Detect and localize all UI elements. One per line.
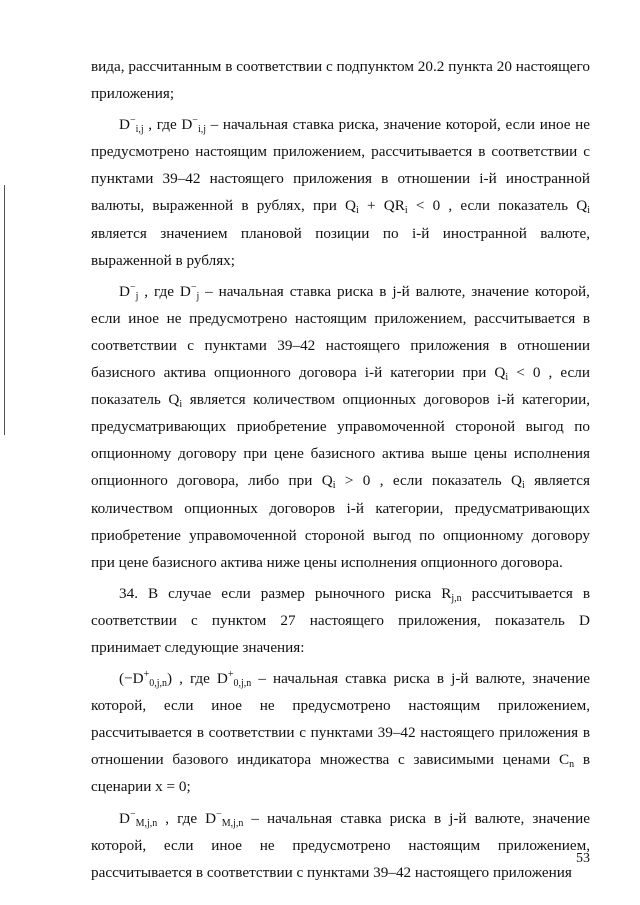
paragraph-2: $D^-_{i,j}$ , где $D^-_{i,j}$ – начальная ставка риска, значение которой, если иное не предусмотрено настоящим приложением, рассчитывается в соответствии с пунктами 39–42 настоящего приложения в отношении i-й иностранной валюты, выраженной в рублях, при $Q_i + QR_i < 0$ , если показатель $Q_i$ является значением плановой позиции по i-й иностранной валюте, выраженной в рублях; [91,115,590,269]
paragraph-1: вида, рассчитанным в соответствии с подпунктом 20.2 пункта 20 настоящего приложения; [91,58,590,103]
page-number: 53 [576,851,590,866]
document-body [91,53,590,890]
margin-mark [4,185,5,435]
paragraph-3: $D^-_j$ , где $D^-_j$ – начальная ставка риска в j-й валюте, значение которой, если иное не предусмотрено настоящим приложением, рассчитывается в соответствии с пунктами 39–42 настоящего приложения в отношении базисного актива опционного договора i-й категории при $Q_i < 0$ , если показатель $Q_i$ является количеством опционных договоров i-й категории, предусматривающих приобретение управомоченной стороной выгод по опционному договору при цене базисного актива выше цены исполнения опционного договора, либо при $Q_i > 0$ , если показатель $Q_i$ является количеством опционных договоров i-й категории, предусматривающих приобретение управомоченной стороной выгод по опционному договору при цене базисного актива ниже цены исполнения опционного договора. [91,281,591,571]
paragraph-5: $(-D^+_{0,j,n})$ , где $D^+_{0,j,n}$ – начальная ставка риска в j-й валюте, значение которой, если иное не предусмотрено настоящим приложением, рассчитывается в соответствии с пунктами 39–42 настоящего приложения в отношении базового индикатора множества с зависимыми ценами $C_n$ в сценарии x = 0; [91,669,591,796]
paragraph-4: 34. В случае если размер рыночного риска $R_{j,n}$ рассчитывается в соответствии с пунктом 27 настоящего приложения, показатель D принимает следующие значения: [91,584,590,656]
paragraph-6: $D^-_{M,j,n}$ , где $D^-_{M,j,n}$ – начальная ставка риска в j-й валюте, значение которой, если иное не предусмотрено настоящим приложением, рассчитывается в соответствии с пунктами 39–42 настоящего приложения [91,808,590,881]
